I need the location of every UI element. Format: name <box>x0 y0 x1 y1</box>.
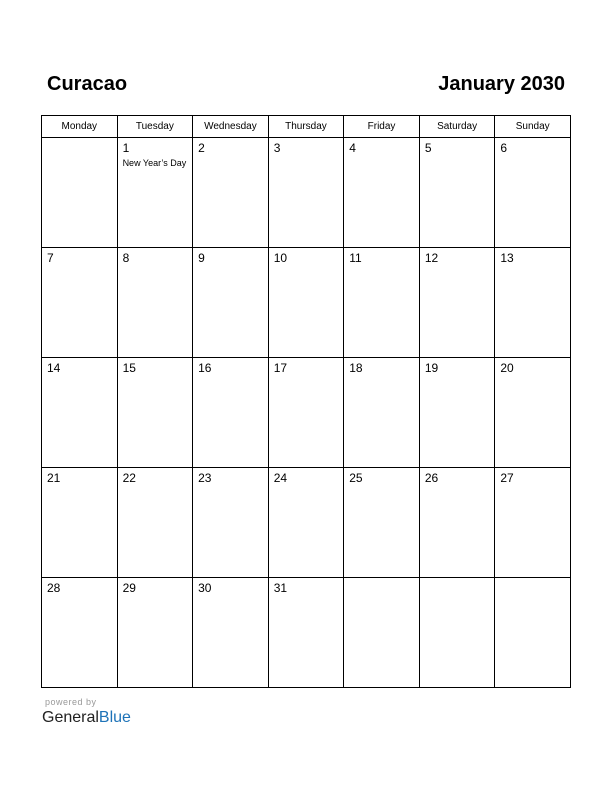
day-number: 19 <box>424 361 439 375</box>
weekday-header: Wednesday <box>193 116 269 138</box>
day-number: 17 <box>273 361 288 375</box>
day-cell <box>42 248 118 358</box>
day-number: 31 <box>273 581 288 595</box>
day-cell <box>42 358 118 468</box>
day-cell <box>268 578 344 688</box>
day-cell <box>344 358 420 468</box>
day-cell <box>344 138 420 248</box>
day-cell <box>193 468 269 578</box>
country-title: Curacao <box>47 73 128 95</box>
weekday-header-row <box>42 116 571 138</box>
day-cell <box>344 578 420 688</box>
day-number: 9 <box>198 251 205 265</box>
day-cell <box>268 358 344 468</box>
week-row <box>42 248 571 358</box>
day-number: 18 <box>349 361 363 375</box>
brand-blue-text: Blue <box>98 709 131 726</box>
day-cell <box>268 248 344 358</box>
day-number: 14 <box>47 361 61 375</box>
day-cell <box>495 468 571 578</box>
day-number: 20 <box>500 361 514 375</box>
day-cell <box>117 138 193 248</box>
day-number <box>420 578 495 581</box>
day-number <box>344 578 419 581</box>
brand-general-text: General <box>42 709 99 726</box>
holiday-label: New Year’s Day <box>122 158 187 168</box>
day-cell <box>193 248 269 358</box>
day-number: 23 <box>198 471 212 485</box>
day-cell <box>419 248 495 358</box>
week-row <box>42 468 571 578</box>
day-cell <box>268 468 344 578</box>
day-number: 7 <box>47 251 54 265</box>
day-number: 25 <box>349 471 363 485</box>
day-cell <box>344 248 420 358</box>
day-number: 12 <box>424 251 439 265</box>
calendar-grid <box>41 115 571 688</box>
day-cell <box>495 138 571 248</box>
day-number: 22 <box>122 471 136 485</box>
day-number: 16 <box>198 361 212 375</box>
week-row <box>42 138 571 248</box>
day-number: 27 <box>500 471 514 485</box>
week-row <box>42 578 571 688</box>
weekday-header: Friday <box>344 116 420 138</box>
day-cell <box>193 138 269 248</box>
day-cell <box>193 358 269 468</box>
day-cell <box>344 468 420 578</box>
weekday-header: Saturday <box>419 116 495 138</box>
brand-logo[interactable] <box>42 708 131 728</box>
day-number: 11 <box>349 251 362 265</box>
day-cell <box>495 248 571 358</box>
month-year-title: January 2030 <box>438 73 565 95</box>
day-number: 29 <box>122 581 136 595</box>
day-cell <box>419 138 495 248</box>
day-cell <box>42 578 118 688</box>
day-number: 10 <box>273 251 288 265</box>
day-number: 13 <box>500 251 514 265</box>
powered-by-label: powered by <box>45 697 97 707</box>
week-row <box>42 358 571 468</box>
day-cell <box>193 578 269 688</box>
day-cell <box>42 138 118 248</box>
day-number: 1 <box>122 141 130 155</box>
day-number: 21 <box>47 471 61 485</box>
day-number: 30 <box>198 581 212 595</box>
day-number: 15 <box>122 361 136 375</box>
day-cell <box>419 468 495 578</box>
weekday-header: Tuesday <box>117 116 193 138</box>
day-number: 4 <box>349 141 356 155</box>
day-cell <box>117 358 193 468</box>
day-number: 28 <box>47 581 61 595</box>
day-number <box>42 138 117 141</box>
day-cell <box>117 248 193 358</box>
day-number: 5 <box>424 141 432 155</box>
day-cell <box>117 578 193 688</box>
day-number: 6 <box>500 141 508 155</box>
weekday-header: Monday <box>42 116 118 138</box>
day-number: 8 <box>122 251 130 265</box>
weekday-header: Sunday <box>495 116 571 138</box>
day-cell <box>495 578 571 688</box>
day-cell <box>495 358 571 468</box>
day-number <box>495 578 570 581</box>
day-cell <box>42 468 118 578</box>
day-number: 3 <box>273 141 281 155</box>
day-cell <box>419 578 495 688</box>
weekday-header: Thursday <box>268 116 344 138</box>
day-cell <box>268 138 344 248</box>
day-cell <box>117 468 193 578</box>
day-number: 24 <box>273 471 288 485</box>
day-number: 26 <box>424 471 439 485</box>
day-cell <box>419 358 495 468</box>
day-number: 2 <box>198 141 205 155</box>
